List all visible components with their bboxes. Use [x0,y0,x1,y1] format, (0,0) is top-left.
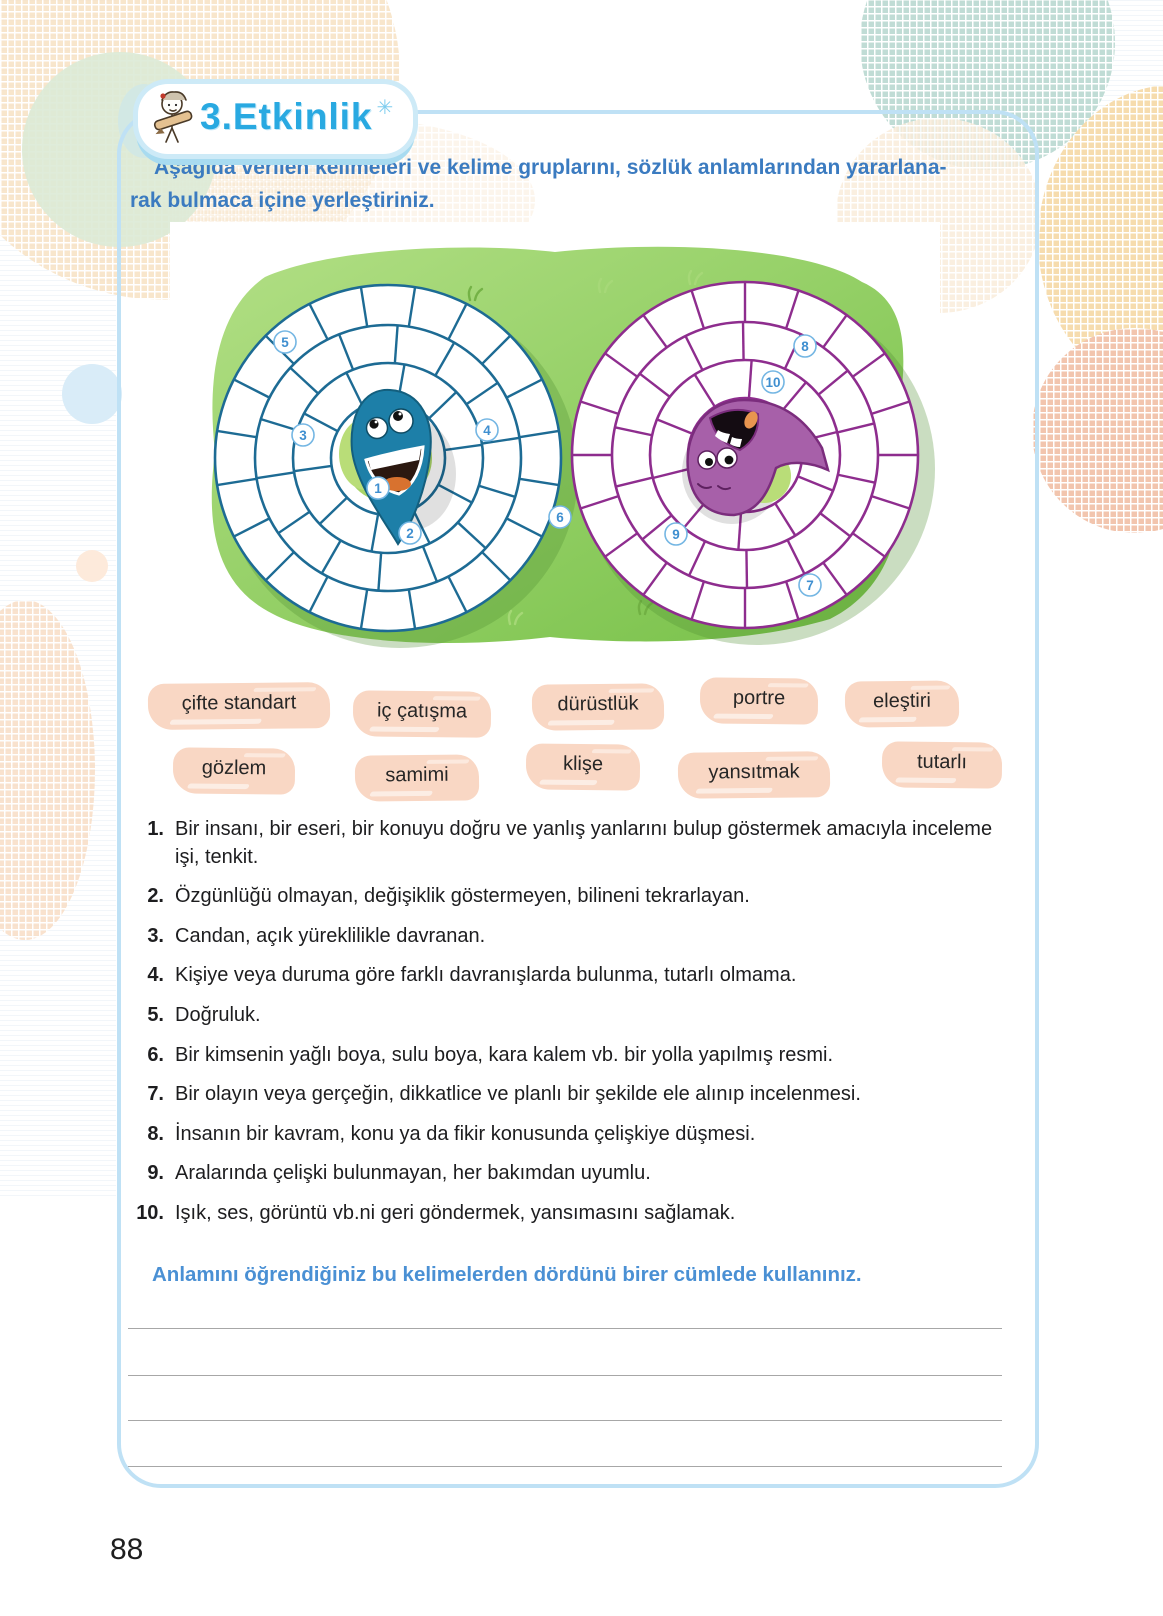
svg-text:1: 1 [374,481,382,496]
clue-number-8 [794,335,816,357]
definition-number: 9. [147,1162,164,1185]
clue-number-5 [274,331,296,353]
definition-item [126,1002,1018,1030]
definition-text: Candan, açık yüreklilikle davranan. [175,924,486,947]
writing-prompt: Anlamını öğrendiğiniz bu kelimelerden dördünü birer cümlede kullanınız. [152,1263,862,1286]
clue-number-4 [476,419,498,441]
clue-number-6 [549,506,571,528]
word-chip: eleştiri [845,680,959,727]
definition-number: 3. [147,924,164,947]
definition-text: İnsanın bir kavram, konu ya da fikir konusunda çelişkiye düşmesi. [175,1122,756,1145]
definition-text: Bir insanı, bir eseri, bir konuyu doğru ve yanlış yanlarını bulup göstermek amacıyla inceleme işi, tenkit. [175,818,993,868]
word-chip: yansıtmak [678,751,830,799]
puzzle-figure [170,222,940,668]
logo-cloud [138,84,413,154]
halftone-circle-salmon [1032,328,1163,533]
definition-number: 8. [147,1122,164,1145]
definition-text: Bir kimsenin yağlı boya, sulu boya, kara kalem vb. bir yolla yapılmış resmi. [175,1043,834,1066]
definition-number: 2. [147,885,164,908]
clue-number-3 [292,424,314,446]
word-chip: samimi [355,754,479,801]
word-chip: gözlem [173,747,295,794]
answer-line [128,1420,1002,1421]
answer-line [128,1466,1002,1467]
word-chip: portre [700,677,818,724]
definition-text: Aralarında çelişki bulunmayan, her bakımdan uyumlu. [175,1162,651,1185]
svg-text:5: 5 [281,335,289,350]
word-chip: çifte standart [148,682,330,730]
definition-item [126,923,1018,951]
definition-item [126,1160,1018,1188]
definition-number: 7. [147,1083,164,1106]
definition-item [126,1200,1018,1228]
definition-item [126,883,1018,911]
word-chip: dürüstlük [532,683,664,730]
definition-item [126,1042,1018,1070]
activity-logo [138,84,413,154]
definition-text: Bir olayın veya gerçeğin, dikkatlice ve planlı bir şekilde ele alınıp incelenmesi. [175,1083,861,1106]
puzzle-svg [170,222,940,668]
svg-text:9: 9 [672,527,680,542]
clue-number-9 [665,523,687,545]
doodle-kid-icon [148,86,200,148]
svg-text:3: 3 [299,428,307,443]
clue-number-1 [367,477,389,499]
definition-text: Özgünlüğü olmayan, değişiklik göstermeyen, bilineni tekrarlayan. [175,885,750,908]
soft-circle-blue [62,364,122,424]
sparkle-icon: ✳ [376,96,394,119]
definition-number: 4. [147,964,164,987]
answer-line [128,1375,1002,1376]
definition-item [126,1121,1018,1149]
instruction-text [130,152,1022,217]
word-chip: klişe [526,743,640,790]
definition-number: 1. [147,818,164,840]
word-chip: iç çatışma [353,690,491,737]
svg-text:2: 2 [406,526,414,541]
definition-item [126,1081,1018,1109]
clue-number-2 [399,522,421,544]
svg-text:6: 6 [556,510,564,525]
definition-number: 6. [147,1043,164,1066]
word-chip: tutarlı [882,741,1002,788]
clue-number-7 [799,574,821,596]
clue-number-10 [762,371,784,393]
instruction-line-2: rak bulmaca içine yerleştiriniz. [130,188,435,212]
svg-text:8: 8 [801,339,809,354]
definition-text: Kişiye veya duruma göre farklı davranışlarda bulunma, tutarlı olmama. [175,964,797,987]
instruction-line-1: Aşağıda verilen kelimeleri ve kelime gruplarını, sözlük anlamlarından yararlana- [154,156,947,179]
definition-text: Doğruluk. [175,1003,261,1026]
activity-title: 3.Etkinlik [200,96,373,137]
definition-text: Işık, ses, görüntü vb.ni geri göndermek, yansımasını sağlamak. [175,1201,736,1224]
definition-item [126,816,1018,871]
definition-number: 5. [147,1003,164,1026]
page-number: 88 [110,1533,144,1566]
definition-item [126,962,1018,990]
soft-circle-peach-small [76,550,108,582]
definitions-list [126,816,1018,1240]
svg-text:7: 7 [806,578,814,593]
svg-text:4: 4 [483,423,491,438]
answer-line [128,1328,1002,1329]
definition-number: 10. [136,1201,164,1224]
svg-text:10: 10 [765,375,781,390]
